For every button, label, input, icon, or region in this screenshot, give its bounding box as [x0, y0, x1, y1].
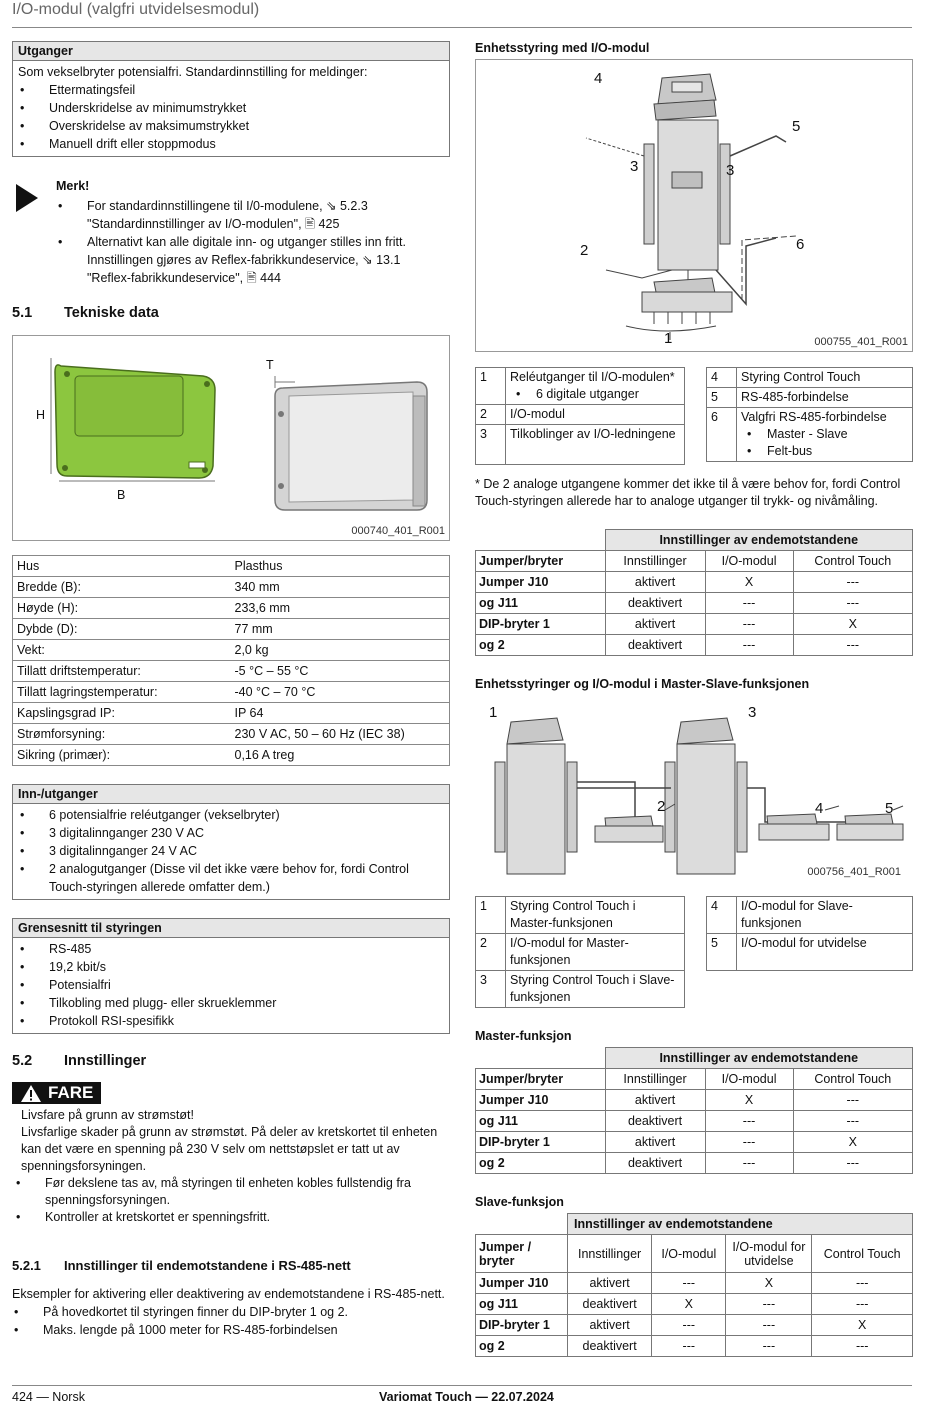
list-item: • 19,2 kbit/s: [18, 958, 444, 976]
legend-number: 5: [707, 934, 737, 971]
callout-label: 5: [885, 800, 894, 817]
table-row: [13, 661, 450, 682]
legend-text: I/O-modul for Slave-funksjonen: [737, 897, 913, 934]
legend1-right: [706, 367, 913, 462]
footnote: * De 2 analoge utgangene kommer det ikke til å være behov for, fordi Control Touch-styringen allerede har to analoge utganger til trykk- og nivåmåling.: [475, 477, 901, 508]
tech-data-table: [12, 555, 450, 766]
list-item: • RS-485: [18, 940, 444, 958]
slave-table: [475, 1213, 913, 1357]
table-col-header: Innstillinger: [568, 1235, 652, 1273]
danger-text: Livsfarlige skader på grunn av strømstøt. På deler av kretskortet til enheten kan det være en spenning på 230 V selv om nettstøpslet er tatt ut av spenningsforsyningen.: [21, 1124, 438, 1173]
table-col-header: Innstillinger: [605, 551, 705, 572]
utganger-list: [18, 81, 444, 153]
footer-product: Variomat Touch — 22.07.2024: [379, 1390, 554, 1404]
tech-value: 230 V AC, 50 – 60 Hz (IEC 38): [231, 724, 450, 745]
table-row: DIP-bryter 1 aktivert --- X: [476, 1132, 913, 1153]
fig2-figure: [475, 59, 913, 352]
list-item: • 2 analogutganger (Disse vil det ikke være behov for, fordi Control Touch-styringen allerede omfatter dem.): [18, 860, 437, 896]
section-title: Tekniske data: [64, 305, 159, 321]
table-row: og J11 deaktivert X --- ---: [476, 1294, 913, 1315]
legend-subitem: • 6 digitale utganger: [510, 386, 680, 403]
callout-label: 2: [657, 798, 666, 815]
tech-value: IP 64: [231, 703, 450, 724]
page-header: [12, 0, 912, 28]
list-item: • På hovedkortet til styringen finner du DIP-bryter 1 og 2.: [12, 1303, 452, 1321]
table-row: [476, 897, 685, 934]
table-col-header: Jumper / bryter: [476, 1235, 568, 1273]
tech-key: Hus: [13, 556, 231, 577]
grensesnitt-list: [18, 940, 444, 1030]
dimension-b-label: B: [117, 488, 126, 502]
legend-number: 3: [476, 971, 506, 1008]
utganger-box: [12, 41, 450, 157]
table-row: [707, 897, 913, 934]
section-title: Innstillinger: [64, 1053, 147, 1069]
legend-text: Valgfri RS-485-forbindelse: [741, 410, 887, 424]
s521-intro: Eksempler for aktivering eller deaktivering av endemotstandene i RS-485-nett.: [12, 1287, 445, 1301]
danger-list: [14, 1175, 442, 1226]
table-row: [476, 368, 685, 405]
tech-key: Tillatt driftstemperatur:: [13, 661, 231, 682]
list-item: • Overskridelse av maksimumstrykket: [18, 117, 444, 135]
table-row: [13, 682, 450, 703]
table-col-header: I/O-modul: [652, 1235, 726, 1273]
legend-number: 1: [476, 368, 506, 405]
section-title: Innstillinger til endemotstandene i RS-485-nett: [64, 1258, 351, 1273]
list-item: • Alternativt kan alle digitale inn- og utganger stilles inn fritt. Innstillingen gjøres av Reflex-fabrikkundeservice, ⇘ 13.1 "Reflex-fabrikkundeservice", 🖹 444: [56, 233, 442, 287]
legend-number: 2: [476, 934, 506, 971]
list-item: • Protokoll RSI-spesifikk: [18, 1012, 444, 1030]
danger-label: [12, 1082, 101, 1104]
tech-key: Høyde (H):: [13, 598, 231, 619]
tech-value: 2,0 kg: [231, 640, 450, 661]
table-row: DIP-bryter 1 aktivert --- --- X: [476, 1315, 913, 1336]
table-col-header: Control Touch: [793, 551, 912, 572]
table-col-header: Control Touch: [812, 1235, 913, 1273]
table-row: [707, 388, 913, 408]
callout-label: 4: [815, 800, 824, 817]
tech-value: 0,16 A treg: [231, 745, 450, 766]
table-row: [13, 619, 450, 640]
list-item: • 3 digitalinnganger 230 V AC: [18, 824, 437, 842]
list-item: • 6 potensialfrie reléutganger (vekselbryter): [18, 806, 437, 824]
legend-subitem: • Felt-bus: [741, 443, 908, 460]
table-row: DIP-bryter 1 aktivert --- X: [476, 614, 913, 635]
list-item: • Tilkobling med plugg- eller skrueklemmer: [18, 994, 444, 1012]
callout-label: 3: [748, 704, 757, 721]
callout-label: 3: [726, 162, 735, 179]
table-col-header: Jumper/bryter: [476, 1069, 606, 1090]
danger-title: Livsfare på grunn av strømstøt!: [21, 1107, 194, 1122]
legend2-left: [475, 896, 685, 1008]
table-row: [13, 703, 450, 724]
table-group-header: Innstillinger av endemotstandene: [605, 530, 912, 551]
legend-number: 3: [476, 425, 506, 465]
fig3-caption: Enhetsstyringer og I/O-modul i Master-Slave-funksjonen: [475, 677, 810, 691]
dimension-t-label: T: [266, 358, 274, 372]
figure-code: 000756_401_R001: [807, 866, 901, 878]
note-list: [56, 197, 442, 287]
figure-code: 000755_401_R001: [814, 336, 908, 348]
fig2-illustration: [476, 60, 912, 351]
tech-value: 340 mm: [231, 577, 450, 598]
warning-icon: [20, 1084, 42, 1103]
s521-list: [12, 1303, 452, 1339]
table-group-header: Innstillinger av endemotstandene: [605, 1048, 912, 1069]
legend-text: Styring Control Touch i Master-funksjonen: [506, 897, 685, 934]
section-number: 5.2: [12, 1053, 33, 1069]
danger-label-text: FARE: [48, 1083, 94, 1102]
footer-page-number: 424 — Norsk: [12, 1390, 85, 1404]
table-row: Jumper J10 aktivert --- X ---: [476, 1273, 913, 1294]
dimension-h-label: H: [36, 408, 46, 422]
list-item: • Manuell drift eller stoppmodus: [18, 135, 444, 153]
note-arrow-icon: [14, 183, 40, 213]
legend-number: 2: [476, 405, 506, 425]
table-row: [13, 577, 450, 598]
callout-label: 1: [489, 704, 498, 721]
legend1-left: [475, 367, 685, 465]
grensesnitt-box: [12, 918, 450, 1034]
grensesnitt-heading: Grensesnitt til styringen: [13, 919, 449, 938]
table-row: [476, 425, 685, 465]
table-row: Jumper J10 aktivert X ---: [476, 1090, 913, 1111]
section-5-1-heading: [12, 305, 159, 321]
table-row: [707, 934, 913, 971]
callout-label: 5: [792, 118, 801, 135]
legend-number: 6: [707, 408, 737, 462]
legend-text: I/O-modul for utvidelse: [737, 934, 913, 971]
list-item: • Potensialfri: [18, 976, 444, 994]
fig3-illustration: [475, 698, 913, 880]
table-row: [13, 745, 450, 766]
table-row: [13, 724, 450, 745]
legend-text: Styring Control Touch i Slave-funksjonen: [506, 971, 685, 1008]
table-group-header: Innstillinger av endemotstandene: [568, 1214, 913, 1235]
callout-label: 4: [594, 70, 603, 87]
section-number: 5.2.1: [12, 1258, 41, 1273]
list-item: • Ettermatingsfeil: [18, 81, 444, 99]
table-row: og 2 deaktivert --- --- ---: [476, 1336, 913, 1357]
legend-number: 5: [707, 388, 737, 408]
table-row: [476, 405, 685, 425]
legend-number: 4: [707, 368, 737, 388]
legend-subitem: • Master - Slave: [741, 426, 908, 443]
s521-body: [12, 1285, 452, 1339]
tech-value: 233,6 mm: [231, 598, 450, 619]
callout-label: 6: [796, 236, 805, 253]
legend-text: Reléutganger til I/O-modulen*: [510, 370, 675, 384]
legend-text: I/O-modul: [506, 405, 685, 425]
tech-key: Strømforsyning:: [13, 724, 231, 745]
table-row: Jumper J10 aktivert X ---: [476, 572, 913, 593]
master-caption: Master-funksjon: [475, 1029, 572, 1043]
legend-text: I/O-modul for Master-funksjonen: [506, 934, 685, 971]
device-figure: [12, 335, 450, 541]
table-row: [707, 408, 913, 462]
fig2-caption: Enhetsstyring med I/O-modul: [475, 41, 650, 55]
section-5-2-1-heading: [12, 1258, 351, 1273]
table-col-header: I/O-modul for utvidelse: [726, 1235, 812, 1273]
slave-caption: Slave-funksjon: [475, 1195, 564, 1209]
note-block: [12, 178, 442, 288]
list-item: • Før dekslene tas av, må styringen til enheten kobles fullstendig fra spenningsforsyningen.: [14, 1175, 442, 1209]
callout-label: 3: [630, 158, 639, 175]
list-item: • Kontroller at kretskortet er spenningsfritt.: [14, 1209, 442, 1226]
list-item: • 3 digitalinnganger 24 V AC: [18, 842, 437, 860]
tech-key: Vekt:: [13, 640, 231, 661]
legend-text: Tilkoblinger av I/O-ledningene: [506, 425, 685, 465]
tech-value: 77 mm: [231, 619, 450, 640]
table-row: [13, 598, 450, 619]
master-table: [475, 1047, 913, 1174]
legend-number: 4: [707, 897, 737, 934]
table-row: og 2 deaktivert --- ---: [476, 635, 913, 656]
section-5-2-heading: [12, 1053, 146, 1069]
table-row: og 2 deaktivert --- ---: [476, 1153, 913, 1174]
callout-label: 1: [664, 330, 673, 347]
page-footer: [12, 1385, 912, 1404]
fig3-figure: [475, 698, 913, 880]
note-title: Merk!: [56, 179, 90, 193]
table-row: [13, 640, 450, 661]
section-number: 5.1: [12, 305, 33, 321]
list-item: • For standardinnstillingene til I/0-modulene, ⇘ 5.2.3 "Standardinnstillinger av I/O-modulen", 🖹 425: [56, 197, 442, 233]
device-illustration: [13, 336, 449, 540]
table-row: og J11 deaktivert --- ---: [476, 1111, 913, 1132]
table-row: og J11 deaktivert --- ---: [476, 593, 913, 614]
callout-label: 2: [580, 242, 589, 259]
list-item: • Maks. lengde på 1000 meter for RS-485-forbindelsen: [12, 1321, 452, 1339]
tech-value: -40 °C – 70 °C: [231, 682, 450, 703]
tech-key: Bredde (B):: [13, 577, 231, 598]
legend2-right: [706, 896, 913, 971]
tech-value: -5 °C – 55 °C: [231, 661, 450, 682]
legend-number: 1: [476, 897, 506, 934]
danger-block: [12, 1082, 442, 1226]
table-col-header: I/O-modul: [705, 1069, 793, 1090]
table-col-header: Jumper/bryter: [476, 551, 606, 572]
figure-code: 000740_401_R001: [351, 525, 445, 537]
tech-value: Plasthus: [231, 556, 450, 577]
table-col-header: I/O-modul: [705, 551, 793, 572]
innut-heading: Inn-/utganger: [13, 785, 449, 804]
tech-key: Kapslingsgrad IP:: [13, 703, 231, 724]
table-row: [707, 368, 913, 388]
settings-table-1: [475, 529, 913, 656]
table-row: [476, 934, 685, 971]
utganger-intro: Som vekselbryter potensialfri. Standardinnstilling for meldinger:: [18, 65, 368, 79]
tech-key: Sikring (primær):: [13, 745, 231, 766]
table-row: [476, 971, 685, 1008]
page-title: I/O-modul (valgfri utvidelsesmodul): [12, 1, 260, 18]
legend-text: Styring Control Touch: [737, 368, 913, 388]
tech-key: Tillatt lagringstemperatur:: [13, 682, 231, 703]
innut-list: [18, 806, 437, 896]
innut-box: [12, 784, 450, 900]
utganger-heading: Utganger: [13, 42, 449, 61]
table-col-header: Innstillinger: [605, 1069, 705, 1090]
table-row: [13, 556, 450, 577]
table-col-header: Control Touch: [793, 1069, 912, 1090]
legend-text: RS-485-forbindelse: [737, 388, 913, 408]
tech-key: Dybde (D):: [13, 619, 231, 640]
list-item: • Underskridelse av minimumstrykket: [18, 99, 444, 117]
